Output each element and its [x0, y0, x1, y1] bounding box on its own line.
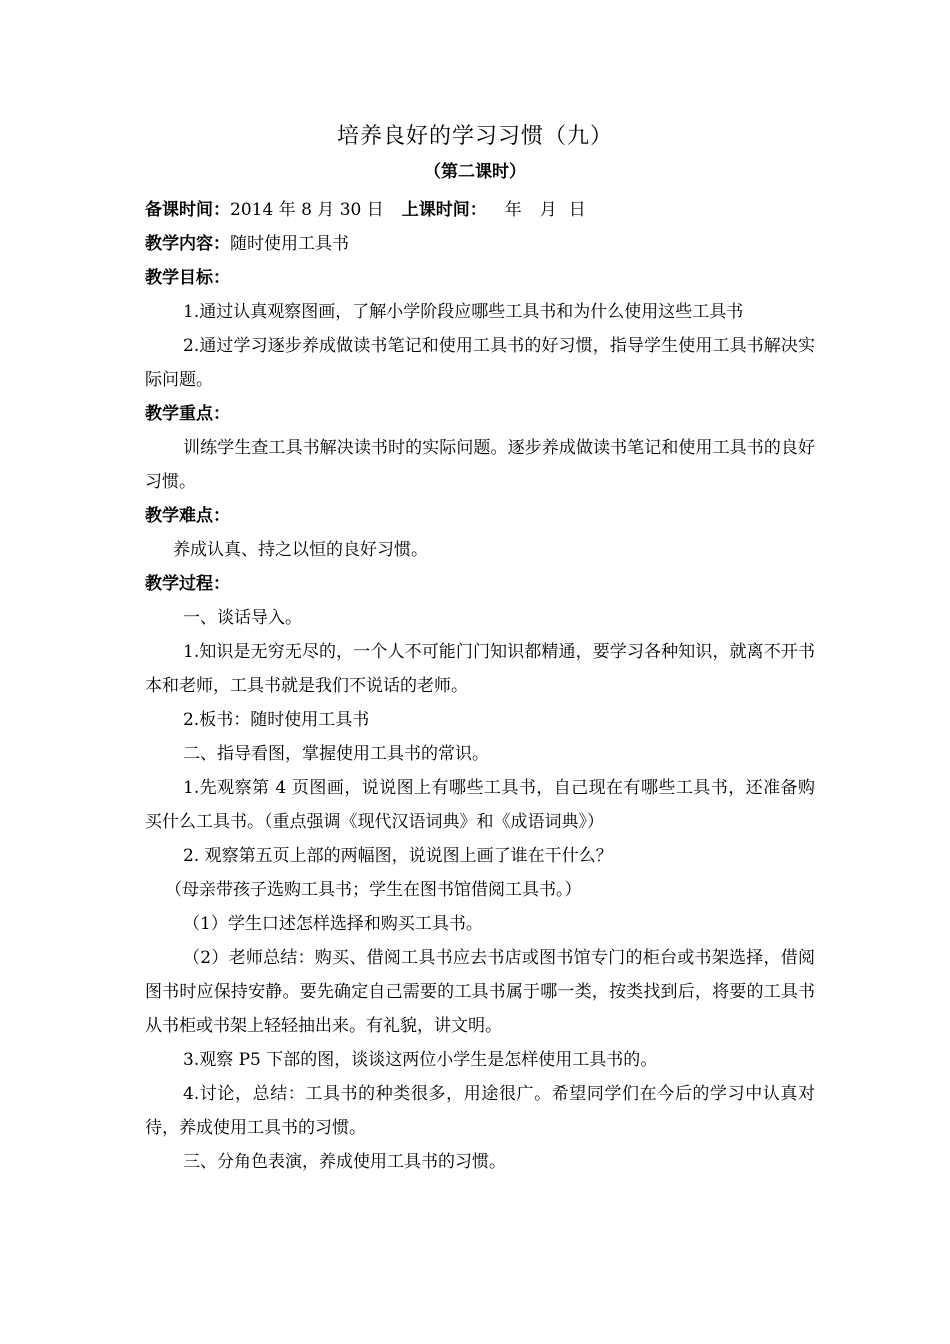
- class-time-day: 日: [568, 200, 586, 220]
- class-time-year: 年: [504, 200, 522, 220]
- objective-2: 2.通过学习逐步养成做读书笔记和使用工具书的好习惯，指导学生使用工具书解决实际问题。: [145, 336, 815, 390]
- step-1-item-1: 1.知识是无穷无尽的，一个人不可能门门知识都精通，要学习各种知识，就离不开书本和老师，工具书就是我们不说话的老师。: [145, 642, 815, 696]
- prep-time-line: [145, 193, 815, 227]
- objectives-label: 教学目标：: [145, 268, 230, 288]
- class-time-label: 上课时间：: [401, 200, 487, 220]
- difficulty-label: 教学难点：: [145, 506, 230, 526]
- class-time-month: 月: [539, 200, 557, 220]
- step-1-item-2: 2.板书：随时使用工具书: [183, 710, 370, 730]
- step-3-heading: 三、分角色表演，养成使用工具书的习惯。: [183, 1152, 506, 1172]
- step-2-item-4: 4.讨论，总结：工具书的种类很多，用途很广。希望同学们在今后的学习中认真对待，养成使用工具书的习惯。: [145, 1084, 815, 1138]
- document-title: 培养良好的学习习惯（九）: [336, 124, 613, 149]
- prep-time-value: 2014 年 8 月 30 日: [230, 200, 384, 220]
- step-2-item-2-note: （母亲带孩子选购工具书；学生在图书馆借阅工具书。）: [165, 880, 582, 900]
- content-value: 随时使用工具书: [230, 234, 349, 254]
- difficulty-text: 养成认真、持之以恒的良好习惯。: [173, 540, 428, 560]
- step-2-item-2: 2. 观察第五页上部的两幅图，说说图上画了谁在干什么？: [183, 846, 613, 866]
- focus-text: 训练学生查工具书解决读书时的实际问题。逐步养成做读书笔记和使用工具书的良好习惯。: [145, 438, 815, 492]
- content-label: 教学内容：: [145, 234, 230, 254]
- prep-time-label: 备课时间：: [145, 200, 230, 220]
- step-1-heading: 一、谈话导入。: [183, 608, 302, 628]
- step-2-sub-2: （2）老师总结：购买、借阅工具书应去书店或图书馆专门的柜台或书架选择，借阅图书时应保持安静。要先确定自己需要的工具书属于哪一类，按类找到后，将要的工具书从书柜或书架上轻轻抽出来。有礼貌，讲文明。: [145, 948, 815, 1036]
- step-2-item-3: 3.观察 P5 下部的图，谈谈这两位小学生是怎样使用工具书的。: [183, 1050, 658, 1070]
- content-line: [145, 227, 815, 261]
- focus-label: 教学重点：: [145, 404, 230, 424]
- step-2-sub-1: （1）学生口述怎样选择和购买工具书。: [183, 914, 483, 934]
- document-body: [145, 193, 815, 1179]
- document-subtitle: （第二课时）: [424, 162, 526, 182]
- process-label: 教学过程：: [145, 574, 230, 594]
- step-2-item-1: 1.先观察第 4 页图画，说说图上有哪些工具书，自己现在有哪些工具书，还准备购买什么工具书。（重点强调《现代汉语词典》和《成语词典》）: [145, 778, 815, 832]
- objective-1: 1.通过认真观察图画，了解小学阶段应哪些工具书和为什么使用这些工具书: [183, 302, 744, 322]
- step-2-heading: 二、指导看图，掌握使用工具书的常识。: [183, 744, 489, 764]
